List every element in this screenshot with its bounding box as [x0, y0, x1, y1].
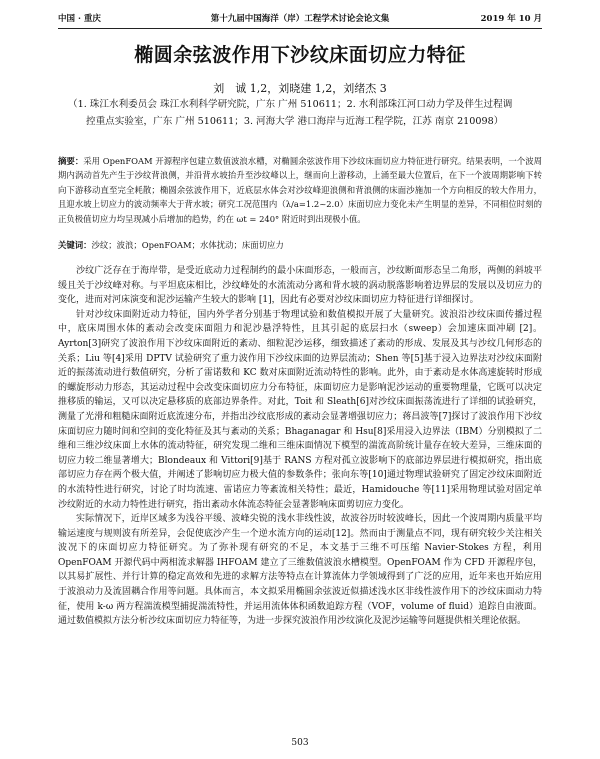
- header-rule: [58, 28, 542, 29]
- page-number: 503: [291, 738, 309, 748]
- paragraph-3: 实际情况下，近岸区域多为浅谷平缓、波峰尖锐的浅水非线性波，故波谷历时较波峰长，因此一个波周期内质量平均输运速度与规则波有所差异，会促使底沙产生一个逆水流方向的运动[12]。然而由于测量点不同，现有研究较少关注相关波况下的床面切应力特征研究。为了弥补现有研究的不足，本文基于三维不可压缩 Navier-Stokes 方程，利用 OpenFOAM 开源代码中两相流求解器 IHFOAM 建立了三维数值波浪水槽模型。OpenFOAM 作为 CFD 开源程序包，以其易扩展性、并行计算的稳定高效和先进的求解方法等特点在计算流体力学领域得到了广泛的应用，近年来也开始应用于波浪动力及流固耦合作用等问题。具体而言，本文拟采用椭圆余弦波近似描述浅水区非线性波作用下的沙纹床面动力特征，使用 k-ω 两方程湍流模型捕捉湍流特性，并运用流体体积函数追踪方程（VOF，volume of fluid）追踪自由液面。通过数值模拟方法分析沙纹床面切应力特征等，为进一步探究波浪作用沙纹演化及泥沙运输等问题提供相关理论依据。: [58, 514, 542, 627]
- affiliations: [68, 96, 538, 130]
- keywords-text: 沙纹；波浪；OpenFOAM；水体扰动；床面切应力: [91, 240, 284, 250]
- affiliation-line-1: （1. 珠江水利委员会 珠江水利科学研究院，广东 广州 510611；2. 水利部珠江河口动力学及伴生过程调: [68, 99, 513, 110]
- header-date: 2019 年 10 月: [480, 14, 542, 24]
- abstract-label: 摘要：: [58, 156, 84, 166]
- running-header: [58, 12, 542, 26]
- paper-title: 椭圆余弦波作用下沙纹床面切应力特征: [134, 44, 466, 66]
- abstract: [58, 154, 542, 226]
- header-proceedings: 第十九届中国海洋（岸）工程学术讨论会论文集: [210, 14, 390, 24]
- affiliation-line-2: 控重点实验室，广东 广州 510611；3. 河海大学 港口海岸与近海工程学院，江苏 南京 210098）: [86, 116, 504, 127]
- paragraph-2: 针对沙纹床面附近动力特征，国内外学者分别基于物理试验和数值模拟开展了大量研究。波浪沿沙纹床面传播过程中，底床周围水体的紊动会改变床面阻力和泥沙悬浮特性，且其引起的底层扫水（sweep）会加速床面冲刷 [2]。Ayrton[3]研究了波浪作用下沙纹床面附近的紊动、细粒泥沙运移，细致描述了紊动的形成、发展及其与沙纹几何形态的关系；Liu 等[4]采用 DPTV 试验研究了重力波作用下沙纹床面的边界层流动；Shen 等[5]基于浸入边界法对沙纹床面附近的振荡流动进行数值研究，分析了雷诺数和 KC 数对床面附近流动特性的影响。此外，由于紊动是水体高速旋转时形成的螺旋形动力形态，其运动过程中会改变床面切应力分布特征，床面切应力是影响泥沙运动的重要物理量，它既可以决定推移质的输运，又可以决定悬移质的底部边界条件。对此，Toit 和 Sleath[6]对沙纹床面振荡流进行了详细的试验研究，测量了光滑和粗糙床面附近底流速分布，并指出沙纹底形成的紊动会显著增强切应力；蒋昌波等[7]探讨了波浪作用下沙纹床面切应力随时间和空间的变化特征及其与紊动的关系；Bhaganagar 和 Hsu[8]采用浸入边界法（IBM）分别模拟了二维和三维沙纹床面上水体的流动特征，研究发现二维和三维床面情况下模型的湍流高阶统计量存在较大差异，三维床面的切应力较二维显著增大；Blondeaux 和 Vittori[9]基于 RANS 方程对孤立波影响下的底部边界层进行模拟研究，指出底部切应力存在两个极大值，并阐述了影响切应力极大值的参数条件；张向东等[10]通过物理试验研究了固定沙纹床面附近的水流特性进行研究，讨论了时均流速、雷诺应力等紊流相关特性；最近，Hamidouche 等[11]采用物理试验对固定单沙纹附近的水动力特性进行研究，指出紊动水体流态特征会显著影响床面剪切应力变化。: [58, 309, 542, 510]
- abstract-text: 采用 OpenFOAM 开源程序包建立数值波浪水槽，对椭圆余弦波作用下沙纹床面切应力特征进行研究。结果表明，一个波周期内涡动首先产生于沙纹背浪侧，并沿背水坡抬升至沙纹峰以上，继而向上游移动，上涌至最大位置后，在下一个波周期影响下转向下游移动直至完全耗散；椭圆余弦波作用下，近底层水体会对沙纹峰迎浪侧和背浪侧的床面沙施加一个方向相反的较大作用力，且迎水坡上切应力的波动频率大于背水坡；研究工况范围内（λ/a=1.2~2.0）床面切应力变化未产生明显的差异，不同相位时刻的正负极值切应力均呈现减小后增加的趋势，约在 ωt = 240° 附近时到出现极小值。: [58, 156, 543, 224]
- author-list: 刘 诚 1,2，刘晓建 1,2，刘绪杰 3: [213, 82, 387, 95]
- keywords-label: 关键词：: [58, 240, 92, 250]
- body-text: [58, 264, 542, 629]
- paragraph-1: 沙纹广泛存在于海岸带，是受近底动力过程制约的最小床面形态，一般而言，沙纹断面形态呈二角形，两侧的斜坡平缓且关于沙纹峰对称。与平坦底床相比，沙纹峰处的水流流动分离和背水坡的涡动脱落影响着边界层的发展以及切应力的变化，进而对河床演变和泥沙运输产生较大的影响 [1]，因此有必要对沙纹床面切应力特征进行详细探讨。: [58, 266, 542, 306]
- header-location: 中国 · 重庆: [58, 14, 101, 24]
- keywords: [58, 238, 542, 252]
